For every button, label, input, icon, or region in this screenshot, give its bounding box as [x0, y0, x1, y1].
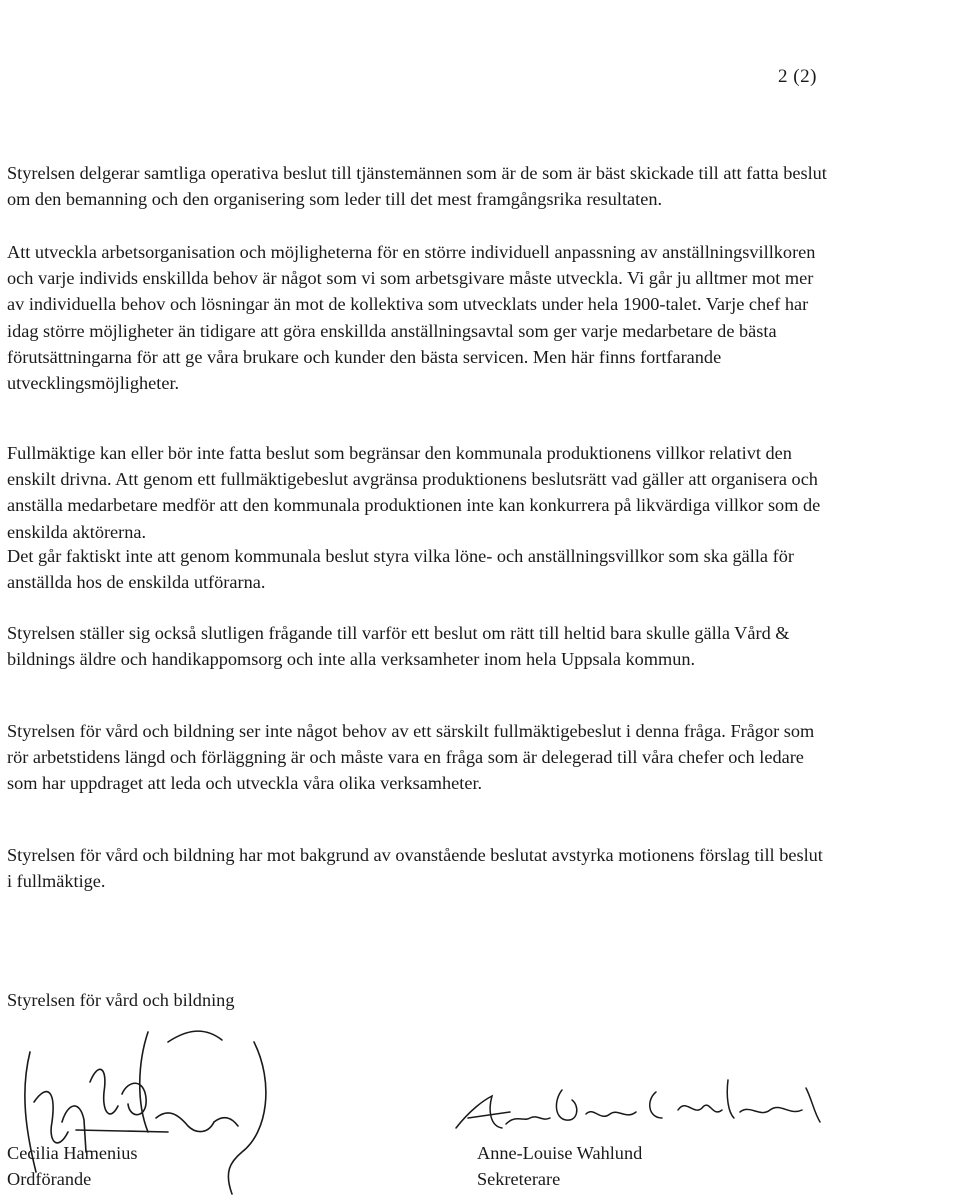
- signatory-name: Cecilia Hamenius: [7, 1143, 138, 1163]
- paragraph-5: Styrelsen ställer sig också slutligen frågande till varför ett beslut om rätt till heltid bara skulle gälla Vård & bildnings äldre och handikappomsorg och inte alla verksamheter inom hela Uppsala kommun.: [7, 623, 790, 670]
- signoff: Styrelsen för vård och bildning: [7, 990, 235, 1010]
- paragraph-4: Det går faktiskt inte att genom kommunala beslut styra vilka löne- och anställningsvillkor som ska gälla för anställda hos de enskilda utförarna.: [7, 546, 794, 593]
- signature-secretary: [450, 1070, 830, 1140]
- paragraph-6: Styrelsen för vård och bildning ser inte något behov av ett särskilt fullmäktigebeslut i denna fråga. Frågor som rör arbetstidens längd och förläggning är och måste vara en fråga som är delegerad till våra chefer och ledare som har uppdraget att leda och utveckla våra olika verksamheter.: [7, 721, 815, 794]
- paragraph-1: Styrelsen delgerar samtliga operativa beslut till tjänstemännen som är de som är bäst skickade till att fatta beslut om den bemanning och den organisering som leder till det mest framgångsrika resultaten.: [7, 163, 827, 210]
- signatory-name: Anne-Louise Wahlund: [477, 1143, 643, 1163]
- signatory-chair: [7, 1140, 137, 1192]
- paragraph-2: Att utveckla arbetsorganisation och möjligheterna för en större individuell anpassning av anställningsvillkoren och varje individs enskillda behov är något som vi som arbetsgivare måste utveckla. Vi går ju alltmer mot mer av individuella behov och lösningar än mot de kollektiva som utvecklats under hela 1900-talet. Varje chef har idag större möjligheter än tidigare att göra enskillda anställningsavtal som ger varje medarbetare de bästa förutsättningarna för att ge våra brukare och kunder den bästa servicen. Men här finns fortfarande utvecklingsmöjligheter.: [7, 242, 816, 394]
- page-number: 2 (2): [778, 66, 817, 87]
- paragraph-7: Styrelsen för vård och bildning har mot bakgrund av ovanstående beslutat avstyrka motionens förslag till beslut i fullmäktige.: [7, 845, 823, 892]
- signatory-title: Sekreterare: [477, 1169, 561, 1189]
- signatory-secretary: [477, 1140, 642, 1192]
- signatory-title: Ordförande: [7, 1169, 92, 1189]
- paragraph-3: Fullmäktige kan eller bör inte fatta beslut som begränsar den kommunala produktionens villkor relativt den enskilt drivna. Att genom ett fullmäktigebeslut avgränsa produktionens beslutsrätt vad gäller att organisera och anställa medarbetare medför att den kommunala produktionen inte kan konkurrera på likvärdiga villkor som de enskilda aktörerna.: [7, 443, 821, 542]
